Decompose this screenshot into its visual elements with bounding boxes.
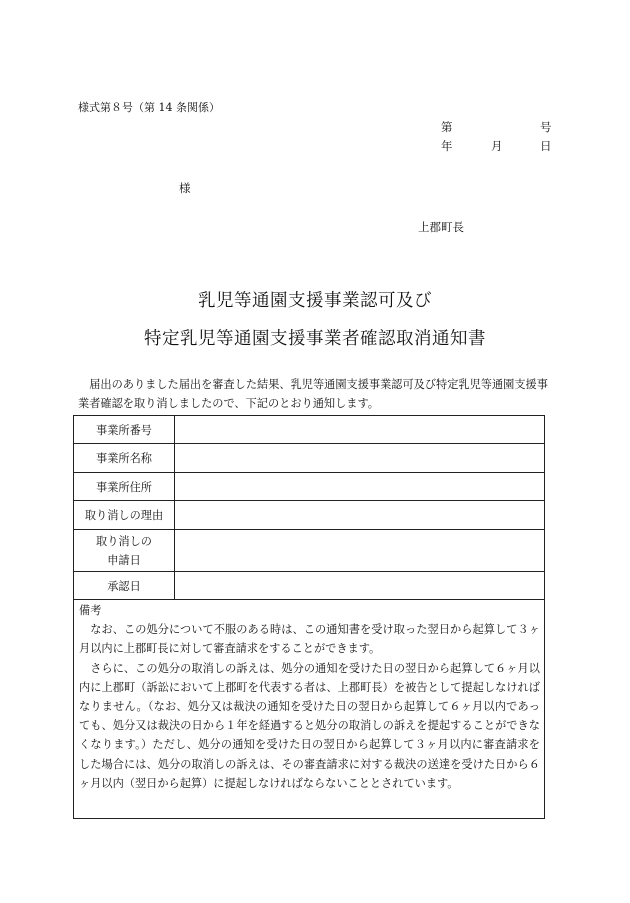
remarks-paragraph-2: さらに、この処分の取消しの訴えは、処分の通知を受けた日の翌日から起算して６ヶ月以内に上郡町（訴訟において上郡町を代表する者は、上郡町長）を被告として提起しなければなりません。（なお、処分又は裁決の通知を受けた日の翌日から起算して６ヶ月以内であっても、処分又は裁決の日から１年を経過すると処分の取消しの訴えを提起することができなくなります。）ただし、処分の通知を受けた日の翌日から起算して３ヶ月以内に審査請求をした場合には、処分の取消しの訴えは、その審査請求に対する裁決の送達を受けた日から６ヶ月以内（翌日から起算）に提起しなければならないこととされています。 [79,661,540,790]
label-office-address: 事業所住所 [74,473,175,501]
number-prefix: 第 [441,120,453,134]
office-name-value [175,444,545,473]
office-address-value [175,473,545,501]
label-cancel-request-date-line2: 申請日 [107,553,141,567]
office-number-value [175,416,545,444]
table-row [74,416,545,444]
table-row [74,501,545,530]
table-row [74,530,545,572]
title-line-2: 特定乳児等通園支援事業者確認取消通知書 [144,329,486,349]
number-suffix: 号 [540,120,552,134]
label-cancel-reason: 取り消しの理由 [74,501,175,530]
table-row [74,444,545,473]
intro-text [78,375,558,413]
remarks-paragraph-1: なお、この処分について不服のある時は、この通知書を受け取った翌日から起算して３ヶ月以内に上郡町長に対して審査請求をすることができます。 [79,623,540,656]
remarks-box [73,599,545,819]
form-number: 様式第８号（第 14 条関係） [78,101,220,114]
remarks-heading: 備考 [79,604,102,617]
approval-date-value [175,572,545,600]
date-year: 年 [441,139,453,153]
intro-paragraph: 届出のありました届出を審査した結果、乳児等通園支援事業認可及び特定乳児等通園支援事業者確認を取り消しましたので、下記のとおり通知します。 [78,378,548,410]
info-table [73,415,545,600]
date-month: 月 [491,139,503,153]
table-row [74,473,545,501]
date-day: 日 [540,139,552,153]
table-row [74,572,545,600]
recipient-honorific: 様 [179,181,191,195]
label-cancel-request-date-line1: 取り消しの [96,534,152,548]
label-cancel-request-date [74,530,175,572]
title-line-1: 乳児等通園支援事業認可及び [198,291,432,311]
label-office-name: 事業所名称 [74,444,175,473]
cancel-request-date-value [175,530,545,572]
label-office-number: 事業所番号 [74,416,175,444]
issuer-name: 上郡町長 [418,220,464,234]
cancel-reason-value [175,501,545,530]
label-approval-date: 承認日 [74,572,175,600]
